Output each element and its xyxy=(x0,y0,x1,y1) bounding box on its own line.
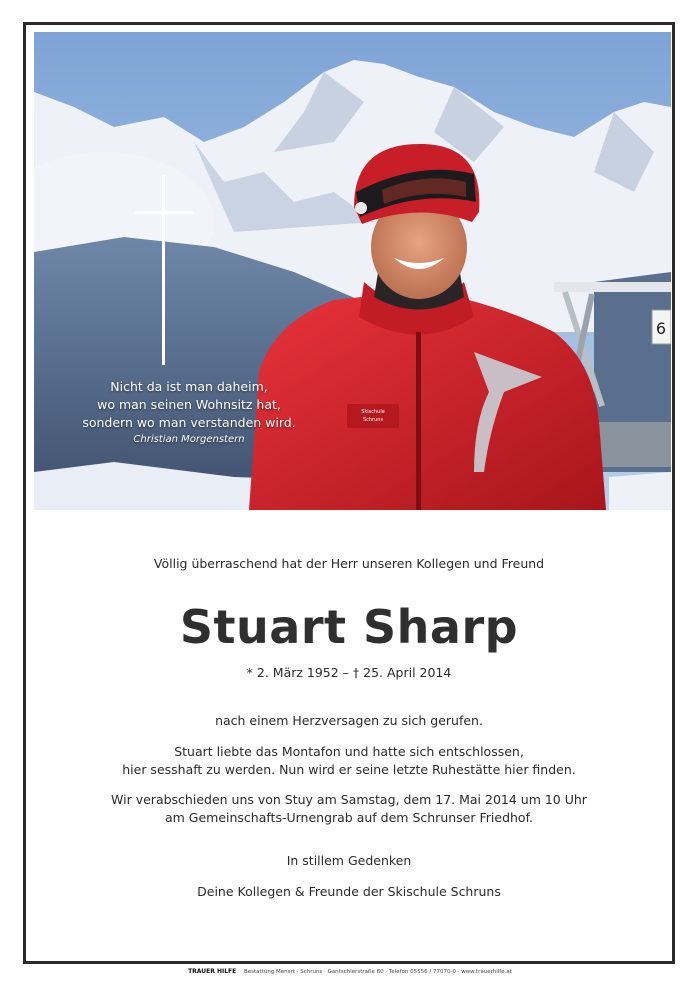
memorial-quote xyxy=(64,378,314,448)
cross-symbol xyxy=(134,175,194,365)
paragraph-farewell-line-1: Wir verabschieden uns von Stuy am Samstag, dem 17. Mai 2014 um 10 Uhr xyxy=(111,792,587,807)
signature-text: Deine Kollegen & Freunde der Skischule Schruns xyxy=(197,884,501,899)
quote-line-3: sondern wo man verstanden wird. xyxy=(82,415,296,430)
paragraph-montafon-line-2: hier sesshaft zu werden. Nun wird er seine letzte Ruhestätte hier finden. xyxy=(122,762,576,777)
obituary-card xyxy=(23,22,675,964)
footer xyxy=(0,968,700,975)
paragraph-farewell xyxy=(26,791,672,827)
footer-brand: TRAUER HILFE xyxy=(188,968,237,975)
memorial-photo xyxy=(34,32,671,510)
jacket-badge-line2: Schruns xyxy=(362,417,384,423)
footer-info: Bestattung Mensrt · Schruns · Gantschierstraße 80 · Telefon 05556 / 77070-0 · www.trauerhilfe.at xyxy=(243,969,512,975)
quote-author: Christian Morgenstern xyxy=(133,434,245,445)
paragraph-montafon-line-1: Stuart liebte das Montafon und hatte sich entschlossen, xyxy=(174,744,524,759)
paragraph-called: nach einem Herzversagen zu sich gerufen. xyxy=(215,713,483,728)
lift-sign-number: 6 xyxy=(655,319,667,338)
jacket-badge-line1: Skischule xyxy=(361,409,385,415)
quote-line-1: Nicht da ist man daheim, xyxy=(110,379,268,394)
paragraph-montafon xyxy=(26,743,672,779)
life-dates: * 2. März 1952 – † 25. April 2014 xyxy=(246,665,452,680)
quote-line-2: wo man seinen Wohnsitz hat, xyxy=(97,397,281,412)
remembrance-text: In stillem Gedenken xyxy=(286,853,412,868)
snow-right xyxy=(609,472,671,510)
intro-text: Völlig überraschend hat der Herr unseren Kollegen und Freund xyxy=(153,556,545,571)
deceased-name: Stuart Sharp xyxy=(179,600,519,654)
paragraph-farewell-line-2: am Gemeinschafts-Urnengrab auf dem Schrunser Friedhof. xyxy=(164,810,534,825)
